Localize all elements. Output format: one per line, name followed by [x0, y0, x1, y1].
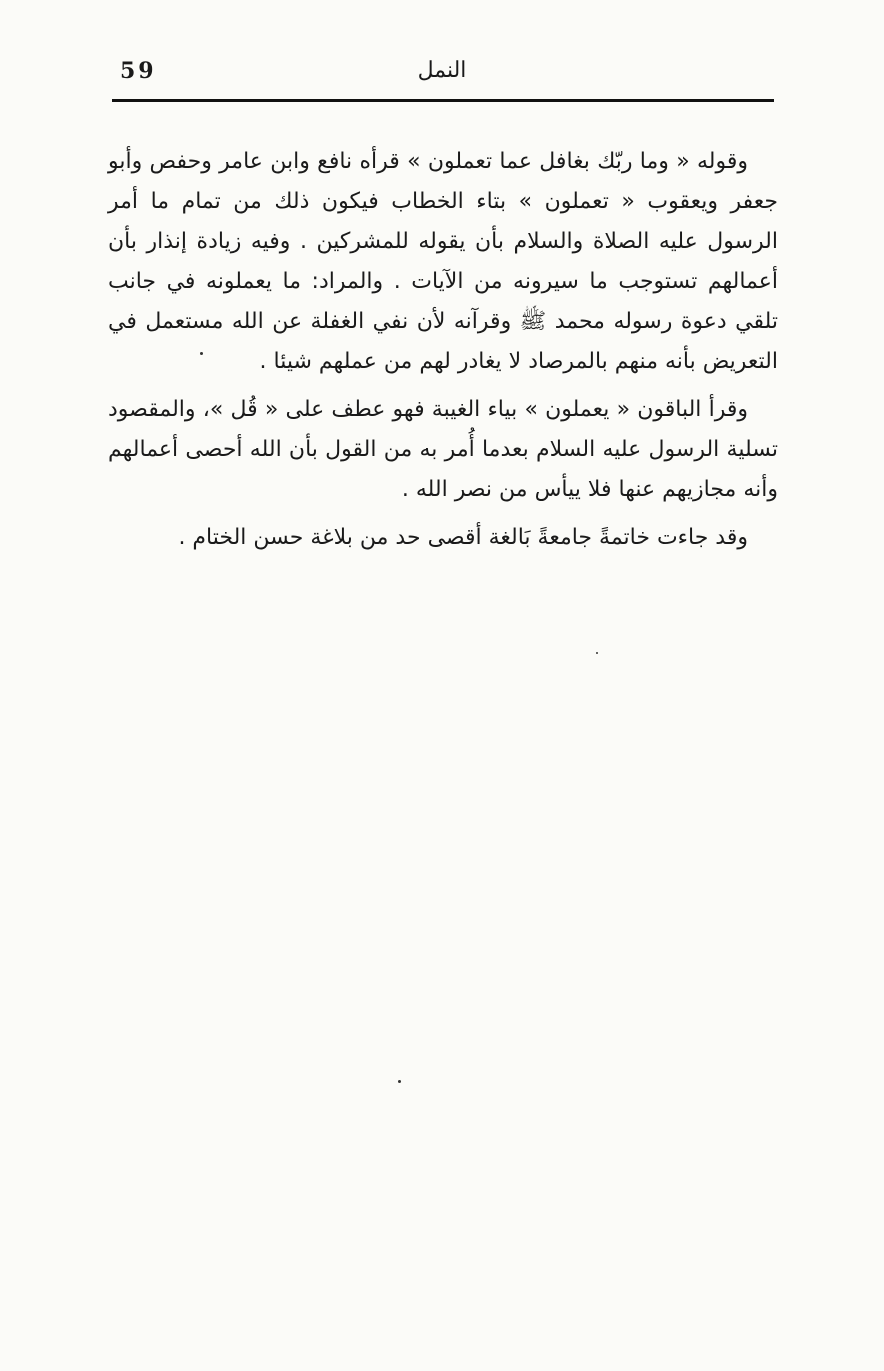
- chapter-title: النمل: [417, 58, 467, 83]
- body-text: [108, 142, 778, 566]
- page-number: 59: [120, 58, 157, 84]
- header-rule: [112, 99, 774, 102]
- print-speck: [200, 352, 203, 355]
- running-head: [110, 58, 774, 92]
- print-speck: [596, 652, 598, 654]
- paragraph-2: وقرأ الباقون « يعملون » بياء الغيبة فهو عطف على « قُل »، والمقصود تسلية الرسول عليه السلام بعدما أُمر به من القول بأن الله أحصى أعمالهم وأنه مجازيهم عنها فلا ييأس من نصر الله .: [108, 397, 778, 502]
- print-speck: [398, 1080, 401, 1083]
- paragraph-3: وقد جاءت خاتمةً جامعةً بَالغة أقصى حد من بلاغة حسن الختام .: [178, 525, 748, 550]
- paragraph-1: وقوله « وما ربّك بغافل عما تعملون » قرأه نافع وابن عامر وحفص وأبو جعفر ويعقوب « تعملون » بتاء الخطاب فيكون ذلك من تمام ما أمر الرسول عليه الصلاة والسلام بأن يقوله للمشركين . وفيه زيادة إنذار بأن أعمالهم تستوجب ما سيرونه من الآيات . والمراد: ما يعملونه في جانب تلقي دعوة رسوله محمد ﷺ وقرآنه لأن نفي الغفلة عن الله مستعمل في التعريض بأنه منهم بالمرصاد لا يغادر لهم من عملهم شيئا .: [108, 149, 778, 374]
